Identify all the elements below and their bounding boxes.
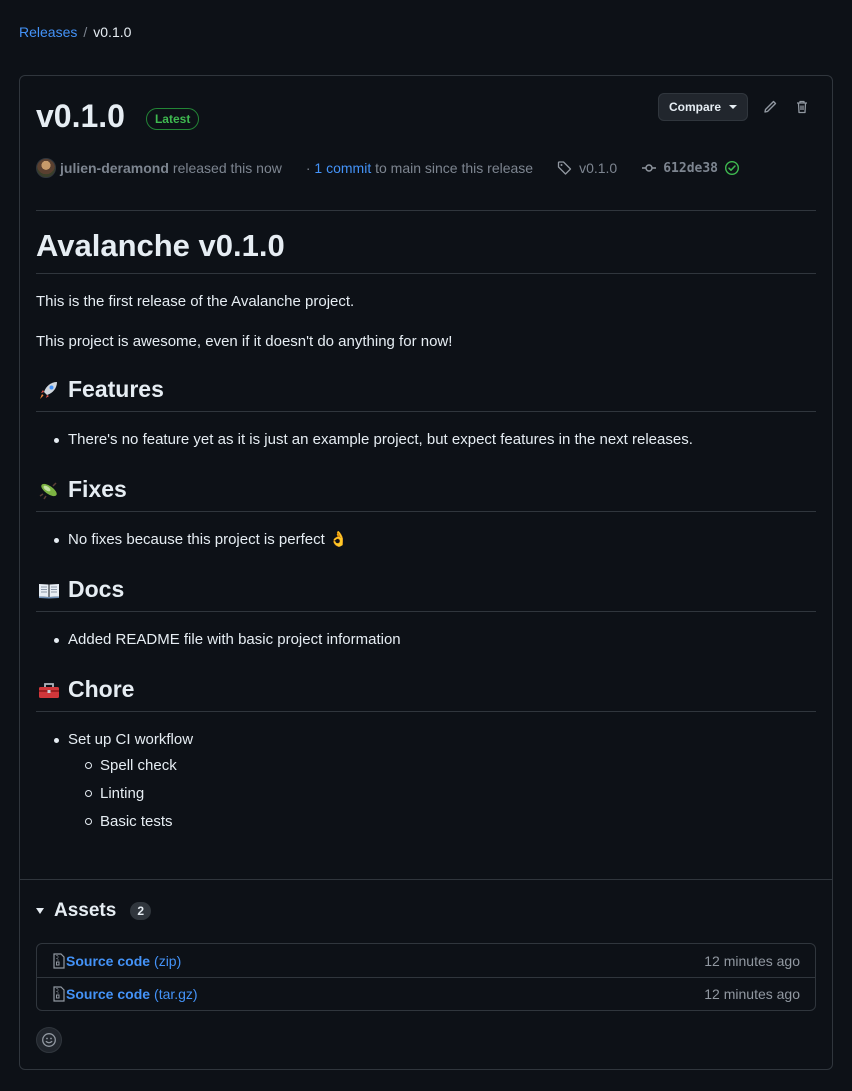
commit-sha-link[interactable] xyxy=(641,160,740,176)
asset-download-link[interactable] xyxy=(52,953,181,969)
notes-paragraph: This project is awesome, even if it doesn't do anything for now! xyxy=(36,333,453,350)
section-heading-chore xyxy=(36,676,816,712)
asset-time: 12 minutes ago xyxy=(704,986,800,1002)
features-list xyxy=(36,428,816,452)
asset-name: Source code xyxy=(66,986,151,1002)
release-header xyxy=(36,98,199,135)
triangle-down-icon xyxy=(36,908,44,914)
edit-button[interactable] xyxy=(760,97,780,117)
smiley-icon xyxy=(41,1032,57,1048)
docs-list xyxy=(36,628,816,652)
asset-ext: (tar.gz) xyxy=(154,986,198,1002)
chore-sublist xyxy=(68,752,816,836)
latest-badge: Latest xyxy=(146,108,199,130)
list-item: Added README file with basic project information xyxy=(52,628,816,652)
file-zip-icon xyxy=(52,986,66,1002)
assets-title: Assets xyxy=(54,900,117,921)
section-title: Fixes xyxy=(68,476,127,502)
asset-ext: (zip) xyxy=(154,952,182,969)
release-actions xyxy=(658,93,812,121)
asset-list xyxy=(36,943,816,1011)
released-text: released this now xyxy=(172,160,282,176)
author-link[interactable]: julien-deramond xyxy=(60,160,169,176)
release-title: v0.1.0 xyxy=(36,98,125,134)
section-heading-docs xyxy=(36,576,816,612)
add-reaction-button[interactable] xyxy=(36,1027,62,1053)
notes-paragraph: This is the first release of the Avalanche project. xyxy=(36,293,355,310)
section-heading-fixes xyxy=(36,476,816,512)
section-title: Chore xyxy=(68,676,135,702)
assets-section xyxy=(20,879,832,1002)
commit-info xyxy=(306,160,533,176)
sub-list-item: Linting xyxy=(84,780,816,808)
chore-list xyxy=(36,728,816,836)
header-divider xyxy=(36,210,816,211)
list-item: No fixes because this project is perfect 👌 xyxy=(52,528,816,552)
trash-icon xyxy=(794,99,810,115)
tag-link[interactable] xyxy=(557,160,617,176)
commit-separator: · xyxy=(305,160,311,176)
notes-heading: Avalanche v0.1.0 xyxy=(36,228,816,274)
breadcrumb-separator: / xyxy=(83,24,88,40)
tag-icon xyxy=(557,160,573,176)
pencil-icon xyxy=(762,99,778,115)
section-title: Docs xyxy=(68,576,125,602)
chevron-down-icon xyxy=(729,105,737,109)
tag-label: v0.1.0 xyxy=(579,160,618,176)
commit-icon xyxy=(641,160,657,176)
release-meta xyxy=(36,158,740,178)
sub-list-item: Spell check xyxy=(84,752,816,780)
delete-button[interactable] xyxy=(792,97,812,117)
release-card xyxy=(19,75,833,1070)
toolbox-icon xyxy=(36,678,62,702)
asset-row xyxy=(37,944,815,977)
compare-button[interactable] xyxy=(658,93,748,121)
section-title: Features xyxy=(68,376,164,402)
asset-row xyxy=(37,977,815,1010)
bug-icon xyxy=(36,478,62,502)
asset-download-link[interactable] xyxy=(52,986,198,1002)
rocket-icon xyxy=(36,378,62,402)
book-icon xyxy=(36,578,62,602)
sub-list-item: Basic tests xyxy=(84,808,816,836)
commit-sha: 612de38 xyxy=(663,160,719,176)
list-item-text: Set up CI workflow xyxy=(68,731,194,748)
list-item xyxy=(52,728,816,836)
commit-count-link[interactable]: 1 commit xyxy=(314,160,372,176)
asset-time: 12 minutes ago xyxy=(704,952,800,969)
assets-toggle[interactable] xyxy=(36,900,151,922)
release-notes xyxy=(36,228,816,836)
breadcrumb-current: v0.1.0 xyxy=(93,24,132,40)
commit-suffix: to main since this release xyxy=(375,160,534,176)
assets-count-badge: 2 xyxy=(130,902,151,920)
fixes-list xyxy=(36,528,816,552)
compare-label: Compare xyxy=(668,100,721,114)
list-item: There's no feature yet as it is just an example project, but expect features in the next releases. xyxy=(52,428,816,452)
verified-check-icon xyxy=(724,160,740,176)
breadcrumb-releases-link[interactable]: Releases xyxy=(19,24,78,40)
section-heading-features xyxy=(36,376,816,412)
file-zip-icon xyxy=(52,953,66,969)
asset-name: Source code xyxy=(66,952,151,969)
breadcrumb xyxy=(19,24,131,40)
avatar[interactable] xyxy=(36,158,56,178)
